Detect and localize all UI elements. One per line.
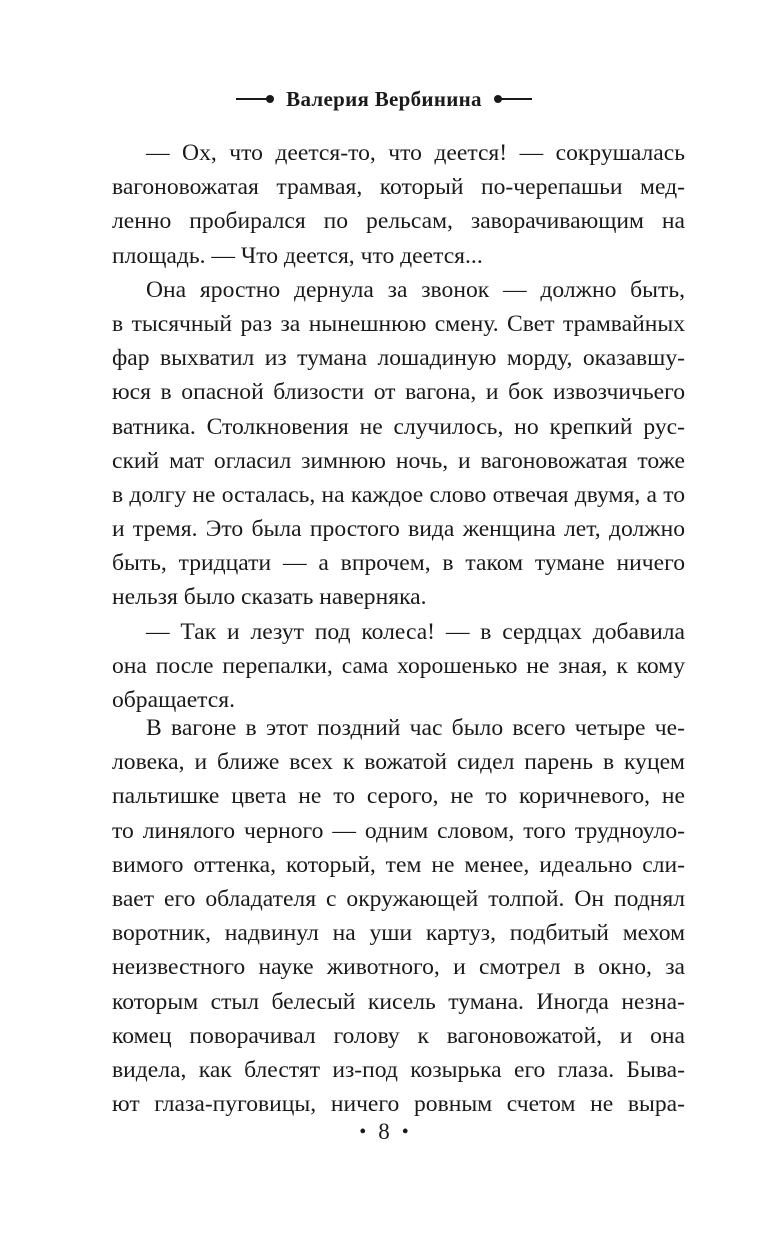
footer-bullet-right: • bbox=[401, 1120, 409, 1143]
text-line: В вагоне в этот поздний час было всего четыре че- bbox=[146, 715, 685, 741]
text-line: ский мат огласил зимнюю ночь, и вагоновожатая тоже bbox=[112, 447, 685, 474]
text-line: она после перепалки, сама хорошенько не зная, к кому bbox=[112, 652, 685, 679]
footer-bullet-left: • bbox=[359, 1120, 367, 1143]
text-line: ют глаза-пуговицы, ничего ровным счетом не выра- bbox=[112, 1091, 685, 1118]
text-line: нельзя было сказать наверняка. bbox=[112, 584, 427, 611]
text-line: в тысячный раз за нынешнюю смену. Свет трамвайных bbox=[112, 310, 685, 337]
page-number: 8 bbox=[378, 1119, 390, 1144]
page-footer bbox=[0, 1119, 768, 1145]
text-block-1 bbox=[112, 136, 685, 717]
header-left-ornament bbox=[236, 98, 272, 100]
header-right-ornament bbox=[496, 98, 532, 100]
text-line: фар выхватил из тумана лошадиную морду, оказавшу- bbox=[112, 345, 685, 372]
text-line: вагоновожатая трамвая, который по-черепашьи мед- bbox=[112, 174, 685, 201]
text-line: неизвестного науке животного, и смотрел в окно, за bbox=[112, 954, 685, 981]
text-line: — Ох, что деется-то, что деется! — сокрушалась bbox=[146, 140, 685, 166]
text-line: — Так и лезут под колеса! — в сердцах добавила bbox=[146, 618, 685, 645]
text-line: воротник, надвинул на уши картуз, подбитый мехом bbox=[112, 920, 685, 947]
running-header bbox=[0, 84, 768, 114]
text-line: которым стыл белесый кисель тумана. Иногда незна- bbox=[112, 988, 685, 1015]
text-line: площадь. — Что деется, что деется... bbox=[112, 242, 483, 269]
text-block-2 bbox=[112, 711, 685, 1121]
text-line: пальтишке цвета не то серого, не то коричневого, не bbox=[112, 783, 685, 810]
text-line: вает его обладателя с окружающей толпой. Он поднял bbox=[112, 885, 685, 912]
text-line: вимого оттенка, который, тем не менее, идеально сли- bbox=[112, 851, 685, 878]
text-line: и тремя. Это была простого вида женщина лет, должно bbox=[112, 516, 685, 543]
text-line: юся в опасной близости от вагона, и бок извозчичьего bbox=[112, 379, 685, 406]
text-line: ловека, и ближе всех к вожатой сидел парень в куцем bbox=[112, 749, 685, 776]
header-author-name: Валерия Вербинина bbox=[286, 86, 482, 111]
text-line: комец поворачивал голову к вагоновожатой, и она bbox=[112, 1022, 685, 1049]
text-line: ватника. Столкновения не случилось, но крепкий рус- bbox=[112, 413, 685, 440]
text-line: быть, тридцати — а впрочем, в таком тумане ничего bbox=[112, 550, 685, 577]
text-line: Она яростно дернула за звонок — должно быть, bbox=[146, 276, 685, 303]
text-line: видела, как блестят из-под козырька его глаза. Быва- bbox=[112, 1056, 685, 1083]
text-line: в долгу не осталась, на каждое слово отвечая двумя, а то bbox=[112, 481, 685, 508]
text-line: обращается. bbox=[112, 687, 236, 713]
text-line: ленно пробирался по рельсам, заворачивающим на bbox=[112, 208, 685, 235]
text-line: то линялого черного — одним словом, того трудноуло- bbox=[112, 817, 685, 844]
